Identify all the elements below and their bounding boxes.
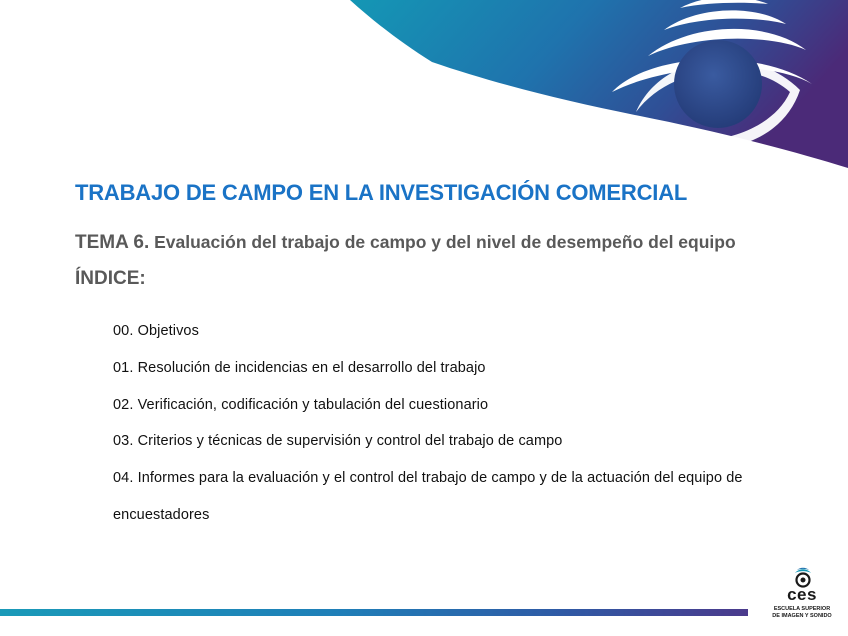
ces-logo (772, 566, 832, 622)
index-item-02: 02. Verificación, codificación y tabulación del cuestionario (113, 396, 489, 413)
logo-subtitle-line1: ESCUELA SUPERIOR (773, 606, 831, 612)
page-title: TRABAJO DE CAMPO EN LA INVESTIGACIÓN COMERCIAL (75, 180, 688, 205)
index-item-03: 03. Criterios y técnicas de supervisión y control del trabajo de campo (113, 433, 563, 450)
header-eye-banner-icon (0, 0, 848, 180)
tema-heading (75, 232, 736, 254)
index-item-04: 04. Informes para la evaluación y el control del trabajo de campo y de la actuación del equipo de encuestadores (113, 470, 743, 523)
indice-heading: ÍNDICE: (75, 268, 146, 289)
index-list (113, 313, 803, 534)
tema-label: TEMA 6. (75, 232, 150, 253)
tema-title: Evaluación del trabajo de campo y del nivel de desempeño del equipo (149, 232, 736, 252)
index-item-01: 01. Resolución de incidencias en el desarrollo del trabajo (113, 359, 486, 376)
footer-gradient-bar (0, 609, 748, 616)
logo-subtitle-line2: DE IMAGEN Y SONIDO (772, 613, 832, 619)
logo-name: ces (787, 585, 817, 604)
index-item-00: 00. Objetivos (113, 323, 199, 339)
